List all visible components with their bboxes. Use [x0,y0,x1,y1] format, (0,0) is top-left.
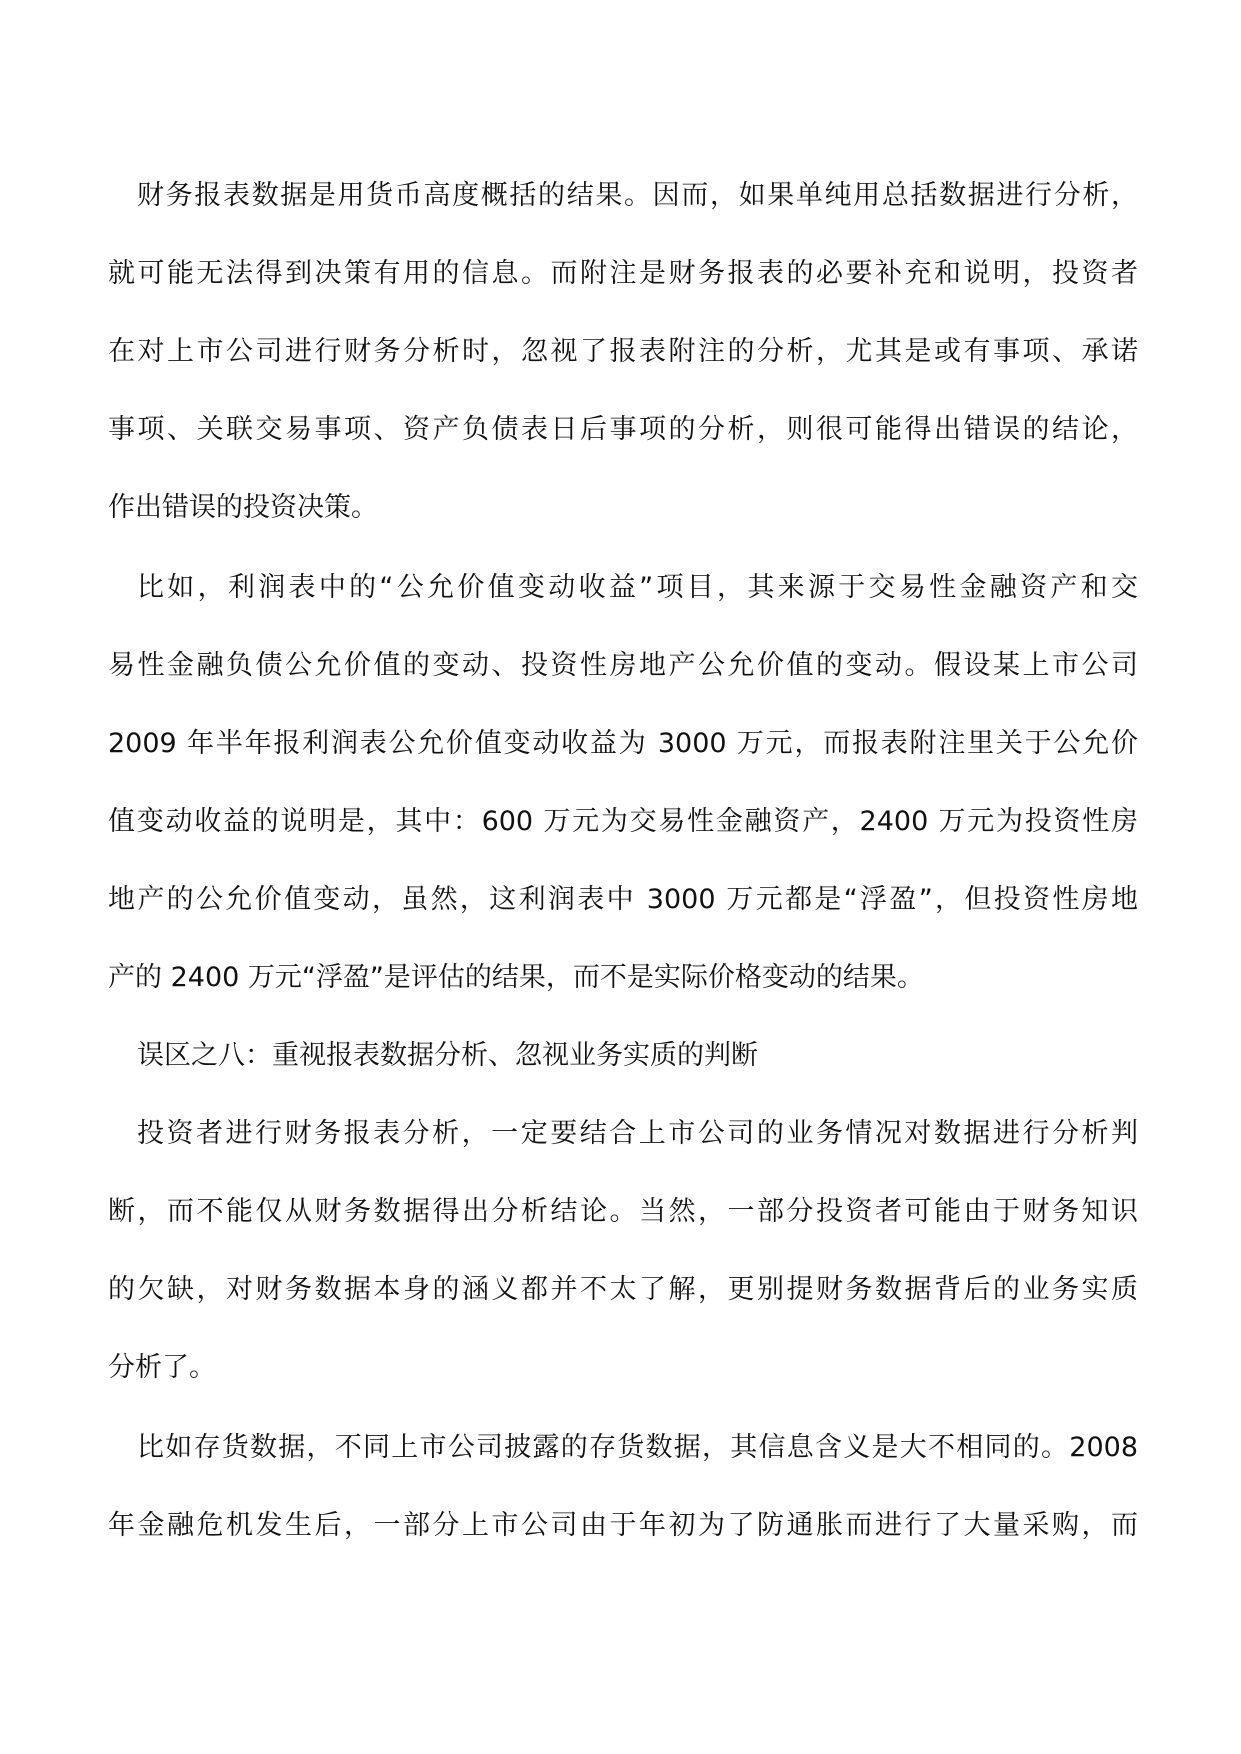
paragraph-3-line-1: 投资者进行财务报表分析，一定要结合上市公司的业务情况对数据进行分析判 [137,1118,1138,1149]
paragraph-2-line-1: 比如，利润表中的“公允价值变动收益”项目，其来源于交易性金融资产和交 [137,572,1138,603]
paragraph-3-line-3: 的欠缺，对财务数据本身的涵义都并不太了解，更别提财务数据背后的业务实质 [108,1274,1138,1305]
paragraph-1-line-5: 作出错误的投资决策。 [108,492,378,523]
paragraph-2-line-3: 2009 年半年报利润表公允价值变动收益为 3000 万元，而报表附注里关于公允价 [108,728,1138,759]
paragraph-1-line-2: 就可能无法得到决策有用的信息。而附注是财务报表的必要补充和说明，投资者 [108,258,1138,289]
paragraph-2-line-6: 产的 2400 万元“浮盈”是评估的结果，而不是实际价格变动的结果。 [108,962,924,993]
paragraph-4-line-1: 比如存货数据，不同上市公司披露的存货数据，其信息含义是大不相同的。2008 [137,1432,1138,1463]
paragraph-3-line-2: 断，而不能仅从财务数据得出分析结论。当然，一部分投资者可能由于财务知识 [108,1196,1138,1227]
paragraph-4-line-2: 年金融危机发生后，一部分上市公司由于年初为了防通胀而进行了大量采购，而 [108,1510,1138,1541]
paragraph-3-line-4: 分析了。 [108,1352,216,1383]
paragraph-1-line-1: 财务报表数据是用货币高度概括的结果。因而，如果单纯用总括数据进行分析， [137,180,1138,211]
paragraph-1-line-4: 事项、关联交易事项、资产负债表日后事项的分析，则很可能得出错误的结论， [108,414,1138,445]
paragraph-2-line-2: 易性金融负债公允价值的变动、投资性房地产公允价值的变动。假设某上市公司 [108,650,1138,681]
paragraph-1-line-3: 在对上市公司进行财务分析时，忽视了报表附注的分析，尤其是或有事项、承诺 [108,336,1138,367]
section-heading: 误区之八：重视报表数据分析、忽视业务实质的判断 [137,1040,758,1071]
paragraph-2-line-5: 地产的公允价值变动，虽然，这利润表中 3000 万元都是“浮盈”，但投资性房地 [108,884,1138,915]
paragraph-2-line-4: 值变动收益的说明是，其中：600 万元为交易性金融资产，2400 万元为投资性房 [108,806,1138,837]
